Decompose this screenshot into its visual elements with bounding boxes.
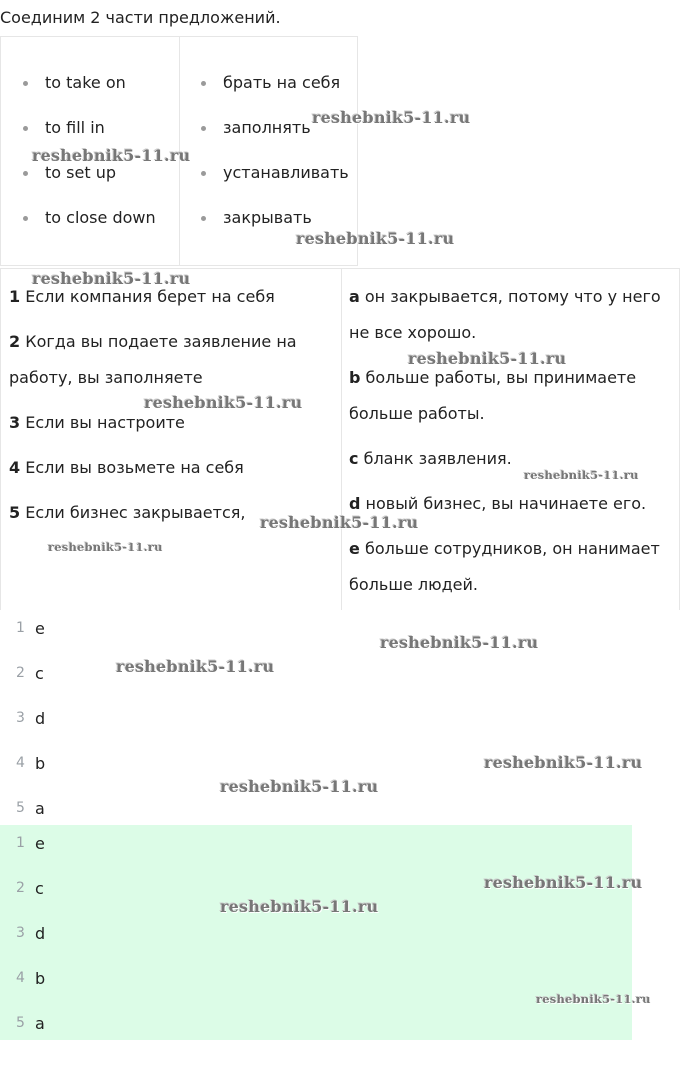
watermark: reshebnik5-11.ru xyxy=(116,657,275,676)
sentence-ends-column xyxy=(341,269,679,610)
watermark: reshebnik5-11.ru xyxy=(32,146,191,165)
sentence-start: 5 Если бизнес закрывается, xyxy=(9,503,246,522)
sentence-end: c бланк заявления. xyxy=(349,449,512,468)
sentence-start: 2 Когда вы подаете заявление на работу, вы заполняете xyxy=(9,332,297,387)
sentence-end: a он закрывается, потому что у него не все хорошо. xyxy=(349,287,661,342)
sentence-end: b больше работы, вы принимаете больше работы. xyxy=(349,368,637,423)
bullet-icon xyxy=(201,216,206,221)
bullet-icon xyxy=(201,126,206,131)
watermark: reshebnik5-11.ru xyxy=(312,108,471,127)
page-intro: Соединим 2 части предложений. xyxy=(0,8,281,27)
vocab-russian-column: брать на себя заполнять устанавливать закрывать xyxy=(179,37,357,265)
bullet-icon xyxy=(201,171,206,176)
watermark: reshebnik5-11.ru xyxy=(484,753,643,772)
sentence-start: 4 Если вы возьмете на себя xyxy=(9,458,244,477)
sentence-start: 3 Если вы настроите xyxy=(9,413,185,432)
watermark: reshebnik5-11.ru xyxy=(48,540,163,554)
watermark: reshebnik5-11.ru xyxy=(144,393,303,412)
watermark: reshebnik5-11.ru xyxy=(484,873,643,892)
answer-list: 1 e 2 c 3 d 4 b 5 a xyxy=(16,619,46,818)
answer-list-highlighted: 1 e 2 c 3 d 4 b 5 a xyxy=(0,825,632,1040)
bullet-icon xyxy=(23,216,28,221)
watermark: reshebnik5-11.ru xyxy=(380,633,539,652)
watermark: reshebnik5-11.ru xyxy=(296,229,455,248)
sentence-end: e больше сотрудников, он нанимает больше людей. xyxy=(349,539,660,594)
watermark: reshebnik5-11.ru xyxy=(260,513,419,532)
watermark: reshebnik5-11.ru xyxy=(220,777,379,796)
bullet-icon xyxy=(23,171,28,176)
bullet-icon xyxy=(23,81,28,86)
watermark: reshebnik5-11.ru xyxy=(408,349,567,368)
watermark: reshebnik5-11.ru xyxy=(536,992,651,1006)
bullet-icon xyxy=(201,81,206,86)
vocab-english-column: to take on to fill in to set up to close down xyxy=(1,37,180,265)
watermark: reshebnik5-11.ru xyxy=(220,897,379,916)
matching-table xyxy=(0,268,680,610)
sentence-starts-column xyxy=(1,269,342,610)
sentence-start: 1 Если компания берет на себя xyxy=(9,287,275,306)
watermark: reshebnik5-11.ru xyxy=(32,269,191,288)
sentence-end: d новый бизнес, вы начинаете его. xyxy=(349,494,647,513)
watermark: reshebnik5-11.ru xyxy=(524,468,639,482)
bullet-icon xyxy=(23,126,28,131)
